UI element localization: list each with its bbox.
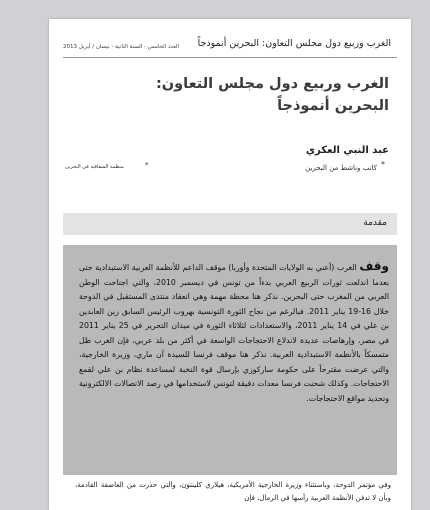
author-role: كاتب وناشط من البحرين — [305, 164, 377, 172]
document-page — [49, 19, 411, 510]
body-paragraph: وفي مؤتمر الدوحة، وباستثناء وزيرة الخارجية الأمريكية، هيلاري كلينتون، والتي حذرت من العاصفة القادمة، وبأن لا تدفن الأنظمة العربية رأسها في الرمال، فإن — [75, 481, 391, 502]
author-footnote-marker: * — [381, 160, 385, 169]
section-heading-band — [63, 213, 397, 235]
intro-paragraph — [79, 259, 389, 406]
article-title-line-2: البحرين أنموذجاً — [277, 98, 389, 114]
article-title-line-1: الغرب وربيع دول مجلس التعاون: — [155, 76, 389, 92]
intro-lead-word: وقف — [359, 259, 389, 273]
section-heading: مقدمة — [363, 218, 387, 228]
running-title: الغرب وربيع دول مجلس التعاون: البحرين أنموذجاً — [197, 38, 391, 49]
intro-text: الغرب (أعني به الولايات المتحدة وأوربا) موقف الداعم للأنظمة العربية الاستبدادية حتى بعدما اندلعت ثورات الربيع العربي بدءاً من تونس في ديسمبر 2010، والتي اجتاحت الوطن العربي من المغرب حتى البحرين. نذكر هنا محطة مهمة وهي انعقاد منتدى المستقبل في الدوحة خلال 16-19 يناير 2011. فبالرغم من نجاح الثورة التونسية بهروب الرئيس السابق زين العابدين بن علي في 14 يناير 2011، والاستعدادات لثلاثاء الثورة في ميدان التحرير في 25 يناير 2011 في مصر، وإرهاصات عديدة لاندلاع الاحتجاجات الواسعة في أكثر من بلد عربي، فإن الغرب ظل متمسكاً بالأنظمة الاستبدادية العربية. نذكر هنا موقف فرنسا للسيدة آن ماري، وزيرة الخارجية، والتي عرضت مقترحاً على حكومة ساركوزي بإرسال قوة النخبة لمساعدة نظام بن علي لقمع الاحتجاجات. وكذلك شحنت فرنسا معدات دقيقة لتونس لاستخدامها في رصد الاتصالات الالكترونية وتحديد مواقع الاحتجاجات. — [79, 263, 390, 403]
header-divider — [63, 57, 397, 58]
affiliation-note: منظمة الشفافية في البحرين — [65, 164, 124, 170]
issue-info: العدد الخامس - السنة الثانية - نيسان / أبريل 2013 — [63, 44, 180, 50]
author-name: عبد النبي العكري — [305, 145, 389, 156]
affiliation-footnote-marker: * — [145, 161, 149, 169]
